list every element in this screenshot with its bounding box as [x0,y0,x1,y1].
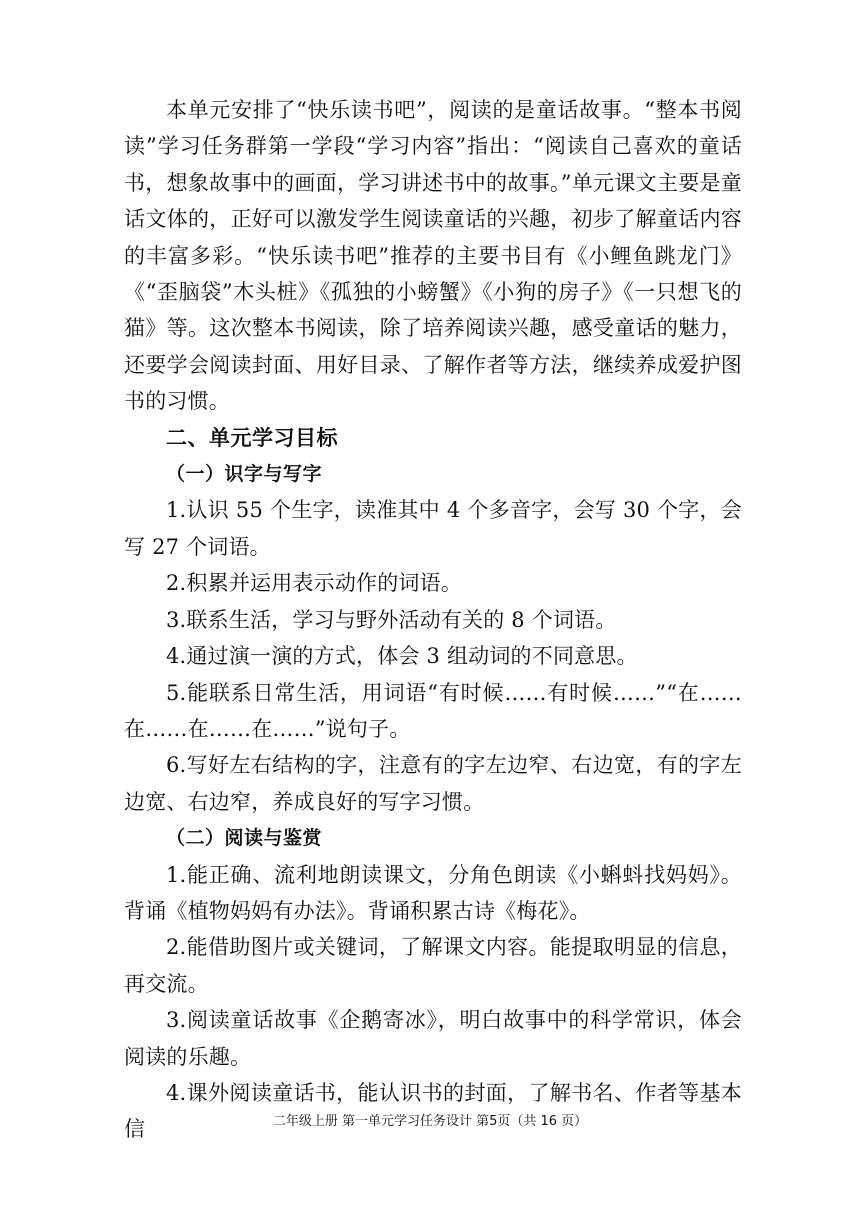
literacy-goal-2: 2.积累并运用表示动作的词语。 [166,571,463,596]
section-heading: 二、单元学习目标 [166,425,338,450]
subsection-title-literacy: （一）识字与写字 [166,463,323,486]
subsection-title-reading: （二）阅读与鉴赏 [166,827,323,850]
literacy-goal-6: 6.写好左右结构的字，注意有的字左边窄、右边宽，有的字左边宽、右边窄，养成良好的写字习惯。 [124,753,742,814]
literacy-goal-5: 5.能联系日常生活，用词语“有时候……有时候……”“在……在……在……在……”说句子。 [124,680,742,741]
reading-goal-2: 2.能借助图片或关键词，了解课文内容。能提取明显的信息，再交流。 [124,935,742,996]
document-body [124,92,742,1148]
reading-goal-4: 4.课外阅读童话书，能认识书的封面，了解书名、作者等基本信 [124,1080,742,1142]
literacy-goal-3: 3.联系生活，学习与野外活动有关的 8 个词语。 [166,607,617,632]
reading-goal-1: 1.能正确、流利地朗读课文，分角色朗读《小蝌蚪找妈妈》。背诵《植物妈妈有办法》。背诵积累古诗《梅花》。 [124,862,742,923]
literacy-goal-4: 4.通过演一演的方式，体会 3 组动词的不同意思。 [166,644,638,669]
literacy-goal-1: 1.认识 55 个生字，读准其中 4 个多音字，会写 30 个字，会写 27 个词语。 [124,498,742,559]
page-footer: 二年级上册 第一单元学习任务设计 第5页（共 16 页） [272,1114,588,1129]
intro-paragraph: 本单元安排了“快乐读书吧”，阅读的是童话故事。“整本书阅读”学习任务群第一学段“学习内容”指出：“阅读自己喜欢的童话书，想象故事中的画面，学习讲述书中的故事。”单元课文主要是童话文体的，正好可以激发学生阅读童话的兴趣，初步了解童话内容的丰富多彩。“快乐读书吧”推荐的主要书目有《小鲤鱼跳龙门》《“歪脑袋”木头桩》《孤独的小螃蟹》《小狗的房子》《一只想飞的猫》等。这次整本书阅读，除了培养阅读兴趣，感受童话的魅力，还要学会阅读封面、用好目录、了解作者等方法，继续养成爱护图书的习惯。 [124,98,742,414]
reading-goal-3: 3.阅读童话故事《企鹅寄冰》，明白故事中的科学常识，体会阅读的乐趣。 [124,1008,742,1069]
